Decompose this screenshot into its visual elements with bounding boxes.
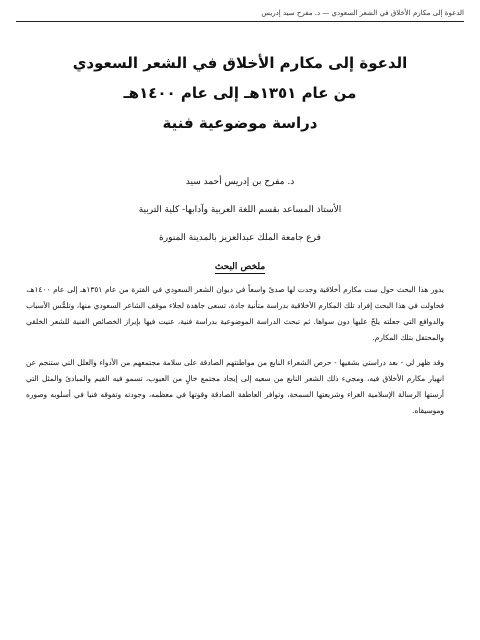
abstract-paragraph-2: وقد ظهر لي - بعد دراستي بشقيها - حرص الشعراء النابع من مواطنتهم الصادقة على سلامة مجتمعهم من الأدواء والعلل التي ستنجم عن انهيار مكارم الأخلاق فيه، ومجيء ذلك الشعر النابع من سعيه إلى إيجاد مجتمع خالٍ من العيوب، تسمو فيه القيم والمبادئ والمثل التي أرستها الرسالة الإسلامية الغراء وشريعتها السمحة، وتوافر العاطفة الصادقة وقوتها في معظمه، وجودته وتفوقه فنيا في أسلوبه وصوره وموسيقاه. — [26, 358, 444, 415]
running-header: الدعوة إلى مكارم الأخلاق في الشعر السعودي — د. مفرح سيد إدريس — [16, 8, 464, 22]
author-affiliation: فرع جامعة الملك عبدالعزيز بالمدينة المنورة — [159, 233, 321, 243]
author-block — [30, 168, 450, 252]
abstract-body — [26, 282, 444, 428]
author-position: الأستاذ المساعد بقسم اللغة العربية وآدابها- كلية التربية — [138, 205, 342, 215]
title-line-1: الدعوة إلى مكارم الأخلاق في الشعر السعودي — [72, 54, 408, 72]
abstract-heading-text: ملخص البحث — [214, 262, 266, 272]
author-name: د. مفرح بن إدريس أحمد سيد — [185, 177, 295, 187]
abstract-heading — [0, 262, 480, 272]
title-block — [30, 48, 450, 138]
abstract-paragraph-1: يدور هذا البحث حول ست مكارم أخلاقية وجدت لها صدىً واسعاً في ديوان الشعر السعودي في الفترة من عام ١٣٥١هـ إلى عام ١٤٠٠هـ، فحاولت في هذا البحث إفراد تلك المكارم الأخلاقية بدراسة متأنية جادة، تسعى جاهدة لجلاء موقف الشاعر السعودي منها، وتلمُّس الأسباب والدوافع التي جعلته يلحّ عليها دون سواها. ثم تبحث الدراسة الموضوعية بدراسة فنية، عنيت فيها بإبراز الخصائص الفنية للشعر الخلقي والمحتفل بتلك المكارم. — [26, 285, 444, 342]
title-line-3: دراسة موضوعية فنية — [162, 114, 318, 132]
title-line-2: من عام ١٣٥١هـ إلى عام ١٤٠٠هـ — [123, 84, 357, 102]
